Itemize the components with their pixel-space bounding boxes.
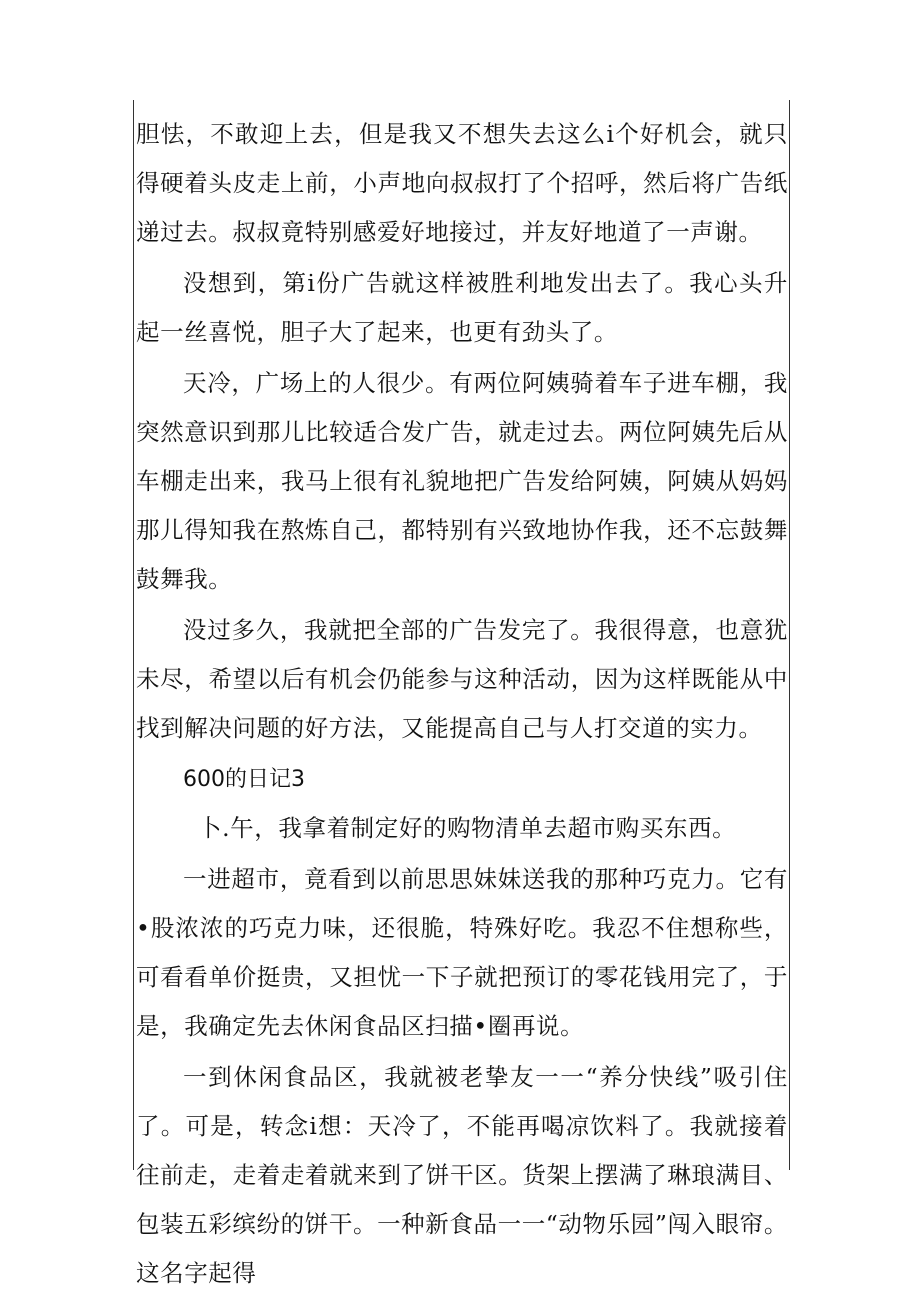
paragraph: 卜.午，我拿着制定好的购物清单去超市购买东西。: [198, 814, 737, 842]
paragraph-truncated: 一到休闲食品区，我就被老挚友一一“养分快线”吸引住了。可是，转念i想：天冷了，不能再喝凉饮料了。我就接着往前走，走着走着就来到了饼干区。货架上摆满了琳琅满目、包装五彩缤纷的饼干。一种新食品一一“动物乐园”闯入眼帘。这名字起得: [136, 1063, 788, 1287]
paragraph: 没想到，第i份广告就这样被胜利地发出去了。我心头升起一丝喜悦，胆子大了起来，也更有劲头了。: [136, 269, 788, 346]
section-heading: 600的日记3: [183, 767, 305, 792]
paragraph-continued: 胆怯，不敢迎上去，但是我又不想失去这么i个好机会，就只得硬着头皮走上前，小声地向叔叔打了个招呼，然后将广告纸递过去。叔叔竟特别感爱好地接过，并友好地道了一声谢。: [136, 120, 788, 246]
paragraph: 天冷，广场上的人很少。有两位阿姨骑着车子进车棚，我突然意识到那儿比较适合发广告，就走过去。两位阿姨先后从车棚走出来，我马上很有礼貌地把广告发给阿姨，阿姨从妈妈那儿得知我在熬炼自己，都特别有兴致地协作我，还不忘鼓舞鼓舞我。: [136, 369, 788, 593]
paragraph: 没过多久，我就把全部的广告发完了。我很得意，也意犹未尽，希望以后有机会仍能参与这种活动，因为这样既能从中找到解决问题的好方法，又能提高自己与人打交道的实力。: [136, 616, 788, 742]
document-body: [136, 110, 788, 1300]
paragraph: 一进超市，竟看到以前思思妹妹送我的那种巧克力。它有•股浓浓的巧克力味，还很脆，特殊好吃。我忍不住想称些，可看看单价挺贵，又担忧一下子就把预订的零花钱用完了，于是，我确定先去休闲食品区扫描•圈再说。: [136, 865, 788, 1040]
